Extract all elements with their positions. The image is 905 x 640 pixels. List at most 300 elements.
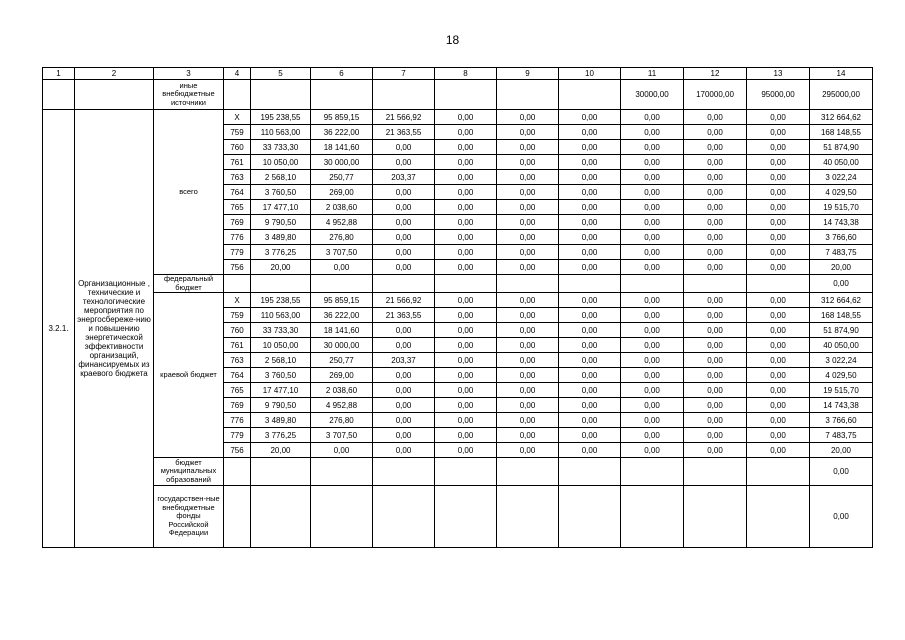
table-cell: 0,00	[559, 155, 621, 170]
code-cell: 756	[224, 260, 251, 275]
table-cell: 0,00	[435, 308, 497, 323]
table-cell: 0,00	[747, 308, 810, 323]
table-cell: 0,00	[684, 200, 747, 215]
table-cell: 0,00	[684, 443, 747, 458]
table-cell: 110 563,00	[251, 308, 311, 323]
table-cell: 0,00	[684, 230, 747, 245]
table-cell: 0,00	[435, 383, 497, 398]
table-cell	[747, 486, 810, 548]
table-cell: 4 029,50	[810, 368, 873, 383]
table-cell: 0,00	[559, 140, 621, 155]
column-header: 8	[435, 68, 497, 80]
code-cell: 763	[224, 353, 251, 368]
table-cell: 0,00	[435, 338, 497, 353]
table-cell: 18 141,60	[311, 140, 373, 155]
table-cell: 0,00	[497, 215, 559, 230]
table-cell	[373, 458, 435, 486]
table-cell: 95 859,15	[311, 293, 373, 308]
code-cell: 779	[224, 245, 251, 260]
table-cell: 0,00	[311, 443, 373, 458]
table-cell: 0,00	[497, 383, 559, 398]
table-cell: 0,00	[621, 110, 684, 125]
table-cell: 0,00	[684, 215, 747, 230]
table-cell: 3 766,60	[810, 413, 873, 428]
table-cell: 4 952,88	[311, 398, 373, 413]
table-cell: 0,00	[684, 353, 747, 368]
table-cell: 20,00	[810, 260, 873, 275]
table-cell: 9 790,50	[251, 398, 311, 413]
table-cell	[251, 275, 311, 293]
table-cell: 0,00	[621, 125, 684, 140]
table-cell: 0,00	[747, 398, 810, 413]
table-cell: 36 222,00	[311, 308, 373, 323]
table-cell: 0,00	[684, 428, 747, 443]
table-cell: 0,00	[373, 200, 435, 215]
code-cell: 769	[224, 398, 251, 413]
table-cell: 10 050,00	[251, 338, 311, 353]
empty-cell	[224, 80, 251, 110]
table-cell: 0,00	[684, 308, 747, 323]
table-cell	[559, 486, 621, 548]
budget-source-label: бюджет муниципальных образований	[154, 458, 224, 486]
column-header: 14	[810, 68, 873, 80]
table-cell: 0,00	[435, 428, 497, 443]
table-cell: 0,00	[373, 260, 435, 275]
table-cell: 2 568,10	[251, 170, 311, 185]
table-cell: 0,00	[747, 170, 810, 185]
table-cell	[224, 275, 251, 293]
table-cell	[435, 486, 497, 548]
table-cell: 0,00	[684, 245, 747, 260]
table-cell: 0,00	[684, 260, 747, 275]
table-cell: 0,00	[497, 260, 559, 275]
budget-source-label: федеральный бюджет	[154, 275, 224, 293]
code-cell: 764	[224, 368, 251, 383]
budget-source-label: всего	[154, 110, 224, 275]
table-cell: 0,00	[747, 383, 810, 398]
code-cell: 760	[224, 323, 251, 338]
table-cell: 0,00	[435, 353, 497, 368]
table-cell: 0,00	[497, 368, 559, 383]
table-cell	[684, 275, 747, 293]
table-cell	[435, 458, 497, 486]
column-header: 13	[747, 68, 810, 80]
table-cell: 36 222,00	[311, 125, 373, 140]
table-cell: 0,00	[435, 245, 497, 260]
table-cell: 0,00	[747, 125, 810, 140]
table-cell: 21 566,92	[373, 110, 435, 125]
table-cell	[311, 80, 373, 110]
table-cell: 3 776,25	[251, 245, 311, 260]
table-cell: 3 489,80	[251, 230, 311, 245]
header-row	[43, 68, 873, 80]
table-cell: 0,00	[497, 428, 559, 443]
table-cell: 0,00	[621, 170, 684, 185]
table-cell	[559, 80, 621, 110]
table-cell: 0,00	[373, 398, 435, 413]
table-cell: 0,00	[747, 200, 810, 215]
table-cell: 0,00	[559, 110, 621, 125]
column-header: 3	[154, 68, 224, 80]
table-cell: 51 874,90	[810, 140, 873, 155]
table-cell: 0,00	[373, 428, 435, 443]
table-cell: 0,00	[684, 110, 747, 125]
table-cell: 0,00	[747, 338, 810, 353]
table-cell: 0,00	[497, 245, 559, 260]
table-cell: 3 707,50	[311, 428, 373, 443]
code-cell: 779	[224, 428, 251, 443]
table-cell: 33 733,30	[251, 140, 311, 155]
table-cell	[497, 80, 559, 110]
table-cell: 0,00	[747, 368, 810, 383]
table-cell: 0,00	[435, 398, 497, 413]
table-cell: 0,00	[435, 140, 497, 155]
table-row	[43, 293, 873, 308]
table-cell: 203,37	[373, 353, 435, 368]
table-cell: 0,00	[621, 140, 684, 155]
column-header: 9	[497, 68, 559, 80]
table-cell: 0,00	[559, 125, 621, 140]
table-cell: 40 050,00	[810, 338, 873, 353]
table-cell: 0,00	[684, 368, 747, 383]
table-cell: 0,00	[497, 155, 559, 170]
table-cell: 0,00	[435, 155, 497, 170]
table-cell	[497, 486, 559, 548]
table-cell: 0,00	[497, 230, 559, 245]
table-row	[43, 486, 873, 548]
table-cell	[684, 486, 747, 548]
table-cell: 195 238,55	[251, 293, 311, 308]
table-cell: 2 038,60	[311, 200, 373, 215]
table-cell	[311, 486, 373, 548]
table-cell: 0,00	[747, 260, 810, 275]
code-cell: 761	[224, 338, 251, 353]
table-cell: 95 859,15	[311, 110, 373, 125]
table-cell: 0,00	[435, 170, 497, 185]
table-cell: 0,00	[621, 398, 684, 413]
code-cell: 765	[224, 200, 251, 215]
table-cell: 0,00	[621, 413, 684, 428]
table-cell: 0,00	[435, 293, 497, 308]
table-cell: 3 707,50	[311, 245, 373, 260]
table-cell: 168 148,55	[810, 125, 873, 140]
table-cell: 0,00	[559, 413, 621, 428]
table-cell: 0,00	[373, 323, 435, 338]
table-cell: 0,00	[684, 170, 747, 185]
table-cell: 0,00	[435, 368, 497, 383]
table-cell: 0,00	[497, 308, 559, 323]
table-cell: 0,00	[311, 260, 373, 275]
column-header: 1	[43, 68, 75, 80]
table-cell	[621, 275, 684, 293]
table-cell: 3 022,24	[810, 353, 873, 368]
table-cell	[373, 275, 435, 293]
code-cell: 759	[224, 308, 251, 323]
table-cell: 14 743,38	[810, 398, 873, 413]
table-cell: 203,37	[373, 170, 435, 185]
table-cell: 0,00	[559, 293, 621, 308]
table-cell: 0,00	[373, 230, 435, 245]
table-cell: 0,00	[373, 245, 435, 260]
table-cell: 276,80	[311, 413, 373, 428]
table-cell: 0,00	[684, 338, 747, 353]
table-cell: 0,00	[747, 293, 810, 308]
table-cell: 0,00	[621, 185, 684, 200]
table-cell: 0,00	[497, 185, 559, 200]
table-cell: 0,00	[373, 368, 435, 383]
table-cell: 0,00	[684, 398, 747, 413]
table-cell: 0,00	[435, 110, 497, 125]
table-cell: 0,00	[747, 215, 810, 230]
table-cell: 0,00	[559, 428, 621, 443]
table-cell: 51 874,90	[810, 323, 873, 338]
section-title: Организационные , технические и технологические мероприятия по энергосбереже-нию и повышению энергетической эффективности организаций, финансируемых из краевого бюджета	[75, 110, 154, 548]
page-number: 18	[445, 33, 460, 47]
table-cell: 0,00	[435, 230, 497, 245]
table-cell: 0,00	[497, 413, 559, 428]
table-cell: 19 515,70	[810, 200, 873, 215]
table-cell: 0,00	[559, 443, 621, 458]
table-row	[43, 110, 873, 125]
table-cell: 7 483,75	[810, 245, 873, 260]
table-cell: 0,00	[559, 353, 621, 368]
table-cell: 33 733,30	[251, 323, 311, 338]
table-cell: 0,00	[621, 353, 684, 368]
table-cell: 0,00	[621, 155, 684, 170]
table-cell: 0,00	[621, 245, 684, 260]
table-cell: 18 141,60	[311, 323, 373, 338]
code-cell: 763	[224, 170, 251, 185]
table-cell: 0,00	[497, 323, 559, 338]
table-cell: 0,00	[373, 155, 435, 170]
table-cell: 195 238,55	[251, 110, 311, 125]
table-cell: 0,00	[435, 260, 497, 275]
table-cell: 0,00	[621, 293, 684, 308]
table-cell: 4 952,88	[311, 215, 373, 230]
table-cell: 276,80	[311, 230, 373, 245]
table-cell: 3 022,24	[810, 170, 873, 185]
table-cell: 312 664,62	[810, 110, 873, 125]
table-cell: 0,00	[810, 275, 873, 293]
code-cell: X	[224, 293, 251, 308]
code-cell: 769	[224, 215, 251, 230]
table-cell: 2 568,10	[251, 353, 311, 368]
table-cell: 250,77	[311, 353, 373, 368]
table-cell: 0,00	[621, 338, 684, 353]
table-cell: 3 489,80	[251, 413, 311, 428]
table-cell: 14 743,38	[810, 215, 873, 230]
table-cell: 0,00	[684, 323, 747, 338]
table-cell	[311, 458, 373, 486]
section-number: 3.2.1.	[43, 110, 75, 548]
table-cell	[435, 80, 497, 110]
code-cell: 764	[224, 185, 251, 200]
table-cell: 0,00	[684, 383, 747, 398]
column-header: 7	[373, 68, 435, 80]
table-cell	[497, 275, 559, 293]
table-cell: 21 566,92	[373, 293, 435, 308]
code-cell: 760	[224, 140, 251, 155]
table-cell: 0,00	[435, 215, 497, 230]
table-cell: 3 760,50	[251, 368, 311, 383]
table-cell: 0,00	[621, 230, 684, 245]
table-cell	[251, 486, 311, 548]
table-cell	[621, 486, 684, 548]
table-cell	[251, 80, 311, 110]
table-cell: 9 790,50	[251, 215, 311, 230]
table-cell: 0,00	[621, 215, 684, 230]
budget-source-label: краевой бюджет	[154, 293, 224, 458]
table-cell: 21 363,55	[373, 125, 435, 140]
table-cell	[224, 486, 251, 548]
table-cell: 0,00	[559, 323, 621, 338]
table-cell	[373, 80, 435, 110]
table-cell: 0,00	[497, 125, 559, 140]
budget-table	[42, 67, 873, 548]
column-header: 12	[684, 68, 747, 80]
table-cell: 0,00	[747, 185, 810, 200]
table-cell: 0,00	[810, 458, 873, 486]
table-cell: 0,00	[373, 443, 435, 458]
table-cell: 0,00	[747, 443, 810, 458]
empty-cell	[43, 80, 75, 110]
table-cell: 0,00	[684, 293, 747, 308]
table-cell: 0,00	[684, 125, 747, 140]
table-cell: 0,00	[497, 398, 559, 413]
table-cell: 19 515,70	[810, 383, 873, 398]
table-cell: 0,00	[559, 215, 621, 230]
table-row	[43, 458, 873, 486]
table-cell: 0,00	[621, 260, 684, 275]
table-cell	[559, 275, 621, 293]
table-cell: 3 776,25	[251, 428, 311, 443]
table-cell	[224, 458, 251, 486]
table-cell: 0,00	[684, 413, 747, 428]
table-cell: 0,00	[747, 155, 810, 170]
table-cell: 0,00	[559, 170, 621, 185]
table-cell: 0,00	[559, 260, 621, 275]
column-header: 6	[311, 68, 373, 80]
table-cell: 0,00	[747, 428, 810, 443]
table-cell	[684, 458, 747, 486]
table-cell: 0,00	[435, 413, 497, 428]
table-cell: 170000,00	[684, 80, 747, 110]
table-cell	[747, 458, 810, 486]
table-cell: 110 563,00	[251, 125, 311, 140]
table-body	[43, 68, 873, 548]
table-cell: 0,00	[497, 170, 559, 185]
table-cell: 0,00	[747, 323, 810, 338]
column-header: 4	[224, 68, 251, 80]
code-cell: 761	[224, 155, 251, 170]
table-cell: 20,00	[810, 443, 873, 458]
table-cell: 0,00	[373, 185, 435, 200]
table-cell: 0,00	[559, 308, 621, 323]
table-cell: 269,00	[311, 185, 373, 200]
table-cell: 0,00	[559, 338, 621, 353]
table-cell: 21 363,55	[373, 308, 435, 323]
table-cell: 269,00	[311, 368, 373, 383]
table-cell: 30000,00	[621, 80, 684, 110]
source-label: иные внебюджетные источники	[154, 80, 224, 110]
table-cell: 0,00	[684, 185, 747, 200]
table-cell: 10 050,00	[251, 155, 311, 170]
table-cell: 4 029,50	[810, 185, 873, 200]
table-cell: 0,00	[559, 185, 621, 200]
table-cell: 0,00	[497, 140, 559, 155]
table-cell: 0,00	[373, 215, 435, 230]
code-cell: 776	[224, 230, 251, 245]
table-cell: 0,00	[497, 293, 559, 308]
table-cell: 0,00	[559, 245, 621, 260]
table-cell: 20,00	[251, 443, 311, 458]
table-cell	[559, 458, 621, 486]
table-cell: 0,00	[621, 308, 684, 323]
table-cell: 0,00	[747, 110, 810, 125]
table-cell: 0,00	[497, 443, 559, 458]
table-cell: 0,00	[684, 140, 747, 155]
table-cell	[373, 486, 435, 548]
table-cell: 0,00	[373, 140, 435, 155]
table-cell: 0,00	[621, 323, 684, 338]
table-cell: 0,00	[747, 140, 810, 155]
column-header: 11	[621, 68, 684, 80]
table-cell: 0,00	[621, 368, 684, 383]
table-cell: 0,00	[373, 413, 435, 428]
table-cell: 168 148,55	[810, 308, 873, 323]
table-cell	[251, 458, 311, 486]
table-cell: 0,00	[559, 368, 621, 383]
code-cell: 756	[224, 443, 251, 458]
column-header: 2	[75, 68, 154, 80]
table-cell: 0,00	[621, 443, 684, 458]
table-cell: 250,77	[311, 170, 373, 185]
table-cell: 0,00	[747, 353, 810, 368]
empty-cell	[75, 80, 154, 110]
table-cell: 312 664,62	[810, 293, 873, 308]
table-cell	[621, 458, 684, 486]
column-header: 5	[251, 68, 311, 80]
code-cell: X	[224, 110, 251, 125]
table-cell	[435, 275, 497, 293]
table-cell: 0,00	[435, 200, 497, 215]
column-header: 10	[559, 68, 621, 80]
table-cell: 0,00	[747, 230, 810, 245]
table-cell: 3 760,50	[251, 185, 311, 200]
table-cell: 3 766,60	[810, 230, 873, 245]
table-cell: 0,00	[373, 338, 435, 353]
table-cell: 0,00	[435, 443, 497, 458]
table-cell: 0,00	[621, 428, 684, 443]
table-cell: 295000,00	[810, 80, 873, 110]
table-cell: 0,00	[559, 200, 621, 215]
code-cell: 765	[224, 383, 251, 398]
table-cell: 0,00	[373, 383, 435, 398]
table-cell: 95000,00	[747, 80, 810, 110]
table-cell: 0,00	[621, 383, 684, 398]
table-cell: 7 483,75	[810, 428, 873, 443]
table-cell: 0,00	[435, 185, 497, 200]
table-cell: 0,00	[747, 413, 810, 428]
table-cell: 0,00	[435, 125, 497, 140]
table-cell: 0,00	[621, 200, 684, 215]
table-cell: 0,00	[497, 110, 559, 125]
table-row	[43, 275, 873, 293]
table-row	[43, 80, 873, 110]
table-cell: 0,00	[497, 353, 559, 368]
budget-source-label: государствен-ные внебюджетные фонды Российской Федерации	[154, 486, 224, 548]
table-cell: 0,00	[747, 245, 810, 260]
